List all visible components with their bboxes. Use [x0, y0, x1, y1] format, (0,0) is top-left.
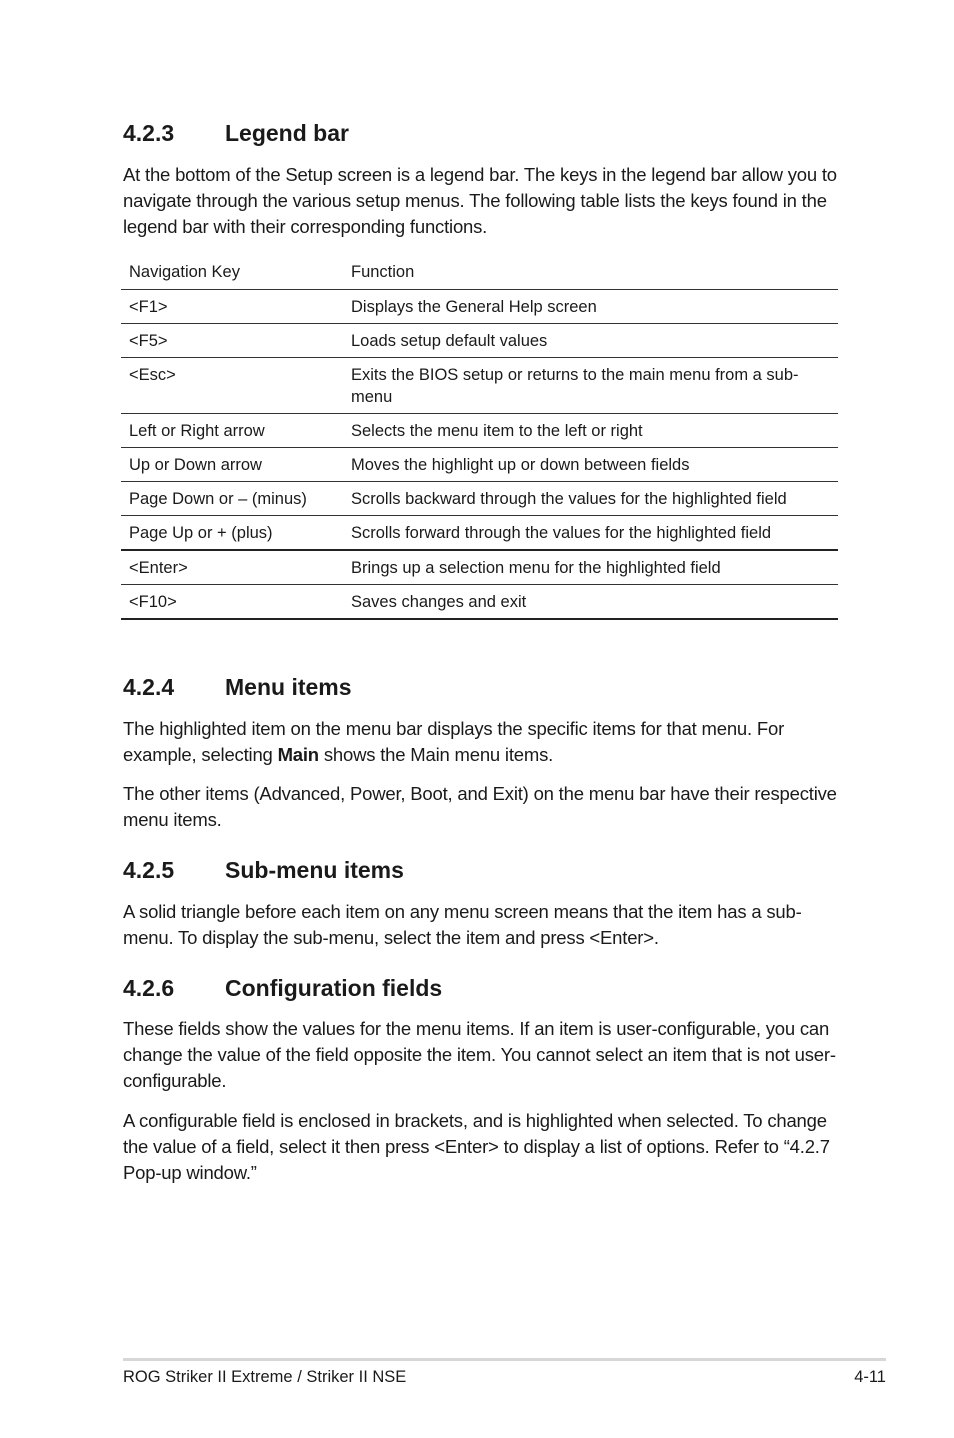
menu-items-paragraph-1: [123, 716, 838, 768]
bold-term-main: Main: [277, 744, 319, 765]
table-row: [121, 448, 838, 482]
table-row: [121, 290, 838, 324]
section-number: 4.2.5: [123, 857, 175, 883]
table-row: [121, 358, 838, 414]
function-cell: Saves changes and exit: [351, 593, 527, 611]
column-header-navigation-key: Navigation Key: [129, 263, 240, 281]
key-cell: <Esc>: [129, 366, 176, 384]
section-title: Configuration fields: [225, 975, 443, 1001]
section-heading-menu-items: [123, 673, 352, 701]
section-heading-configuration-fields: [123, 974, 442, 1002]
text-run: shows the Main menu items.: [318, 744, 554, 765]
legend-bar-paragraph: At the bottom of the Setup screen is a legend bar. The keys in the legend bar allow you to navigate through the various setup menus. The following table lists the keys found in the legend bar with their corresponding functions.: [123, 164, 837, 237]
function-cell: Brings up a selection menu for the highlighted field: [351, 559, 721, 577]
section-title: Sub-menu items: [225, 857, 404, 883]
table-header-row: [121, 256, 838, 290]
table-row: [121, 550, 838, 585]
key-cell: Up or Down arrow: [129, 456, 262, 474]
section-title: Legend bar: [225, 120, 349, 146]
table-row: [121, 324, 838, 358]
key-cell: Left or Right arrow: [129, 422, 265, 440]
key-cell: <Enter>: [129, 559, 188, 577]
section-heading-submenu-items: [123, 856, 404, 884]
function-cell: Loads setup default values: [351, 332, 548, 350]
column-header-function: Function: [351, 263, 415, 281]
configuration-fields-paragraph-1: These fields show the values for the menu items. If an item is user-configurable, you can change the value of the field opposite the item. You cannot select an item that is not user-configurable.: [123, 1018, 836, 1091]
submenu-items-paragraph: A solid triangle before each item on any menu screen means that the item has a sub-menu. To display the sub-menu, select the item and press <Enter>.: [123, 901, 802, 948]
footer-page-number: 4-11: [854, 1368, 886, 1386]
legend-key-table: [121, 256, 838, 620]
table-row: [121, 482, 838, 516]
table-row: [121, 414, 838, 448]
text-run: The highlighted item on the menu bar displays the specific items for that menu. For example, selecting: [123, 718, 785, 765]
key-cell: Page Down or – (minus): [129, 490, 307, 508]
function-cell: Scrolls forward through the values for the highlighted field: [351, 524, 772, 542]
section-number: 4.2.4: [123, 674, 175, 700]
table-row: [121, 516, 838, 551]
function-cell: Displays the General Help screen: [351, 298, 597, 316]
section-number: 4.2.3: [123, 120, 175, 146]
footer-divider: [123, 1358, 886, 1361]
key-cell: <F10>: [129, 593, 177, 611]
table-row: [121, 585, 838, 620]
key-cell: Page Up or + (plus): [129, 524, 273, 542]
function-cell: Selects the menu item to the left or right: [351, 422, 643, 440]
function-cell: Moves the highlight up or down between fields: [351, 456, 690, 474]
section-number: 4.2.6: [123, 975, 175, 1001]
configuration-fields-paragraph-2: A configurable field is enclosed in brackets, and is highlighted when selected. To change the value of a field, select it then press <Enter> to display a list of options. Refer to “4.2.7 Pop-up window.”: [123, 1110, 830, 1183]
section-title: Menu items: [225, 674, 352, 700]
function-cell: Scrolls backward through the values for the highlighted field: [351, 490, 787, 508]
function-cell: Exits the BIOS setup or returns to the main menu from a sub-menu: [351, 366, 799, 406]
section-heading-legend-bar: [123, 119, 349, 147]
menu-items-paragraph-2: The other items (Advanced, Power, Boot, and Exit) on the menu bar have their respective menu items.: [123, 783, 837, 830]
key-cell: <F5>: [129, 332, 168, 350]
footer-product-name: ROG Striker II Extreme / Striker II NSE: [123, 1368, 407, 1386]
key-cell: <F1>: [129, 298, 168, 316]
